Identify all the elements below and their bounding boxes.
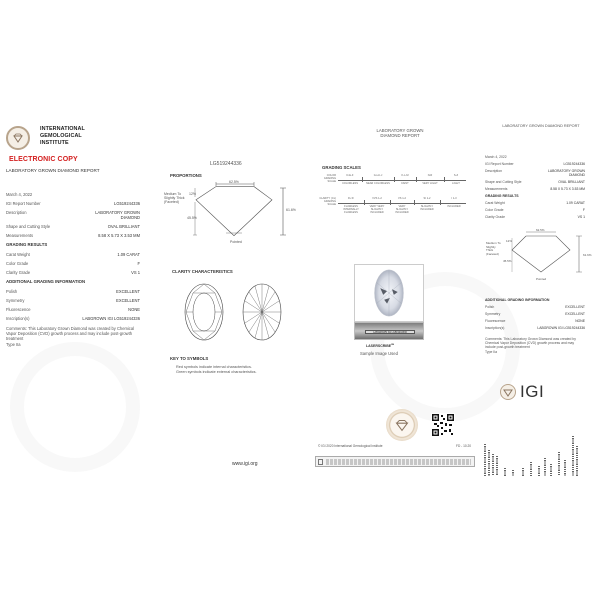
- field-fluorescence: Fluorescence NONE: [6, 307, 140, 312]
- diamond-type: Type IIa: [485, 350, 498, 354]
- organization-name: INTERNATIONAL GEMOLOGICAL INSTITUTE: [40, 126, 85, 146]
- grading-scales-heading: GRADING SCALES: [322, 165, 361, 170]
- field-report-number: IGI Report Number LG519244336: [6, 201, 140, 206]
- color-scale: COLOR GRADING SCALE D-E-F G-H-I-J K-L-M N-R S-Z COLORLESS NEAR COLORLESS FAINT VERY LIGHT LIGHT: [323, 174, 460, 185]
- field-clarity: Clarity Grade VS 1: [485, 215, 585, 219]
- svg-text:Pointed: Pointed: [536, 277, 547, 281]
- igi-header-logo: [6, 126, 85, 150]
- field-shape: Shape and Cutting Style OVAL BRILLIANT: [6, 224, 140, 229]
- rotated-security-text: [482, 412, 597, 476]
- field-symmetry: Symmetry EXCELLENT: [485, 312, 585, 316]
- igi-gold-seal-icon: [386, 409, 418, 441]
- middle-panel: [160, 112, 308, 482]
- field-measurements: Measurements 8.58 X 5.73 X 3.53 MM: [6, 233, 140, 238]
- right-report-title: LABORATORY GROWN DIAMOND REPORT: [502, 124, 580, 128]
- report-number: LG519244336: [210, 161, 242, 167]
- field-polish: Polish EXCELLENT: [485, 305, 585, 309]
- security-icon: [318, 459, 323, 465]
- svg-text:61.6%: 61.6%: [583, 253, 592, 257]
- left-panel: [2, 112, 160, 482]
- report-details: [6, 192, 140, 347]
- sample-image-caption: Sample Image Used: [360, 351, 398, 356]
- report-date: March 4, 2022: [6, 192, 33, 197]
- svg-text:45.5%: 45.5%: [503, 259, 512, 263]
- report-date: March 4, 2022: [485, 155, 507, 159]
- website-link[interactable]: www.igi.org: [232, 461, 258, 467]
- key-to-symbols-heading: KEY TO SYMBOLS: [170, 356, 209, 361]
- girdle-description: Medium To Slightly Thick (Faceted): [486, 241, 501, 256]
- culet-description: Pointed: [230, 240, 242, 244]
- key-to-symbols-text: Red symbols indicate internal characteristics. Green symbols indicate external characteristics.: [176, 365, 257, 374]
- diamond-sample-image: [354, 264, 424, 322]
- report-title: LABORATORY GROWN DIAMOND REPORT: [6, 168, 100, 173]
- field-inscription: Inscription(s) LABGROWN IGI LG519244336: [485, 326, 585, 330]
- security-strip: [315, 456, 475, 467]
- center-title: LABORATORY GROWN DIAMOND REPORT: [376, 128, 424, 138]
- girdle-description: Medium To Slightly Thick (Faceted): [164, 192, 185, 204]
- field-inscription: Inscription(s) LABGROWN IGI LG519244336: [6, 316, 140, 321]
- grading-results-heading: GRADING RESULTS: [6, 242, 48, 247]
- laser-inscription-image: [354, 322, 424, 340]
- comments: Comments: This Laboratory Grown Diamond was created by Chemical Vapor Deposition (CVD) growth process and may include post-growth treatment: [6, 326, 135, 341]
- comments: Comments: This Laboratory Grown Diamond was created by Chemical Vapor Deposition (CVD) growth process and may include post-growth treatment: [485, 337, 576, 349]
- right-additional-info: [485, 298, 585, 354]
- table-percent: 62.5%: [229, 180, 239, 184]
- copyright-notice: © IGI 2020 International Gemological Institute: [318, 444, 383, 448]
- clarity-plot-diagram: [184, 282, 294, 342]
- igi-seal-icon: [6, 126, 30, 150]
- field-color: Color Grade F: [485, 208, 585, 212]
- grading-results-heading: GRADING RESULTS: [485, 194, 519, 198]
- igi-brand-logo: IGI: [500, 382, 544, 402]
- pavilion-percent: 45.5%: [187, 216, 197, 220]
- svg-text:12%: 12%: [506, 239, 513, 243]
- field-carat: Carat Weight 1.09 CARAT: [6, 252, 140, 257]
- laserscribe-label: LASERSCRIBE℠: [366, 344, 395, 349]
- depth-percent: 61.6%: [286, 208, 296, 212]
- field-fluorescence: Fluorescence NONE: [485, 319, 585, 323]
- field-symmetry: Symmetry EXCELLENT: [6, 298, 140, 303]
- right-proportions-diagram: [486, 228, 596, 288]
- center-right-panel: [310, 112, 480, 482]
- field-carat: Carat Weight 1.09 CARAT: [485, 201, 585, 205]
- microprint-text: [326, 459, 471, 465]
- diamond-report-sheet: [0, 112, 600, 482]
- field-clarity: Clarity Grade VS 1: [6, 270, 140, 275]
- right-report-details: [485, 155, 585, 222]
- right-panel: [480, 112, 600, 482]
- clarity-heading: CLARITY CHARACTERISTICS: [172, 269, 233, 274]
- field-measurements: Measurements 8.58 X 5.73 X 3.53 MM: [485, 187, 585, 191]
- igi-seal-icon: [500, 384, 516, 400]
- field-description: Description LABORATORY GROWN DIAMOND: [6, 210, 140, 220]
- field-report-number: IGI Report Number LG519244336: [485, 162, 585, 166]
- field-shape: Shape and Cutting Style OVAL BRILLIANT: [485, 180, 585, 184]
- field-description: Description LABORATORY GROWN DIAMOND: [485, 169, 585, 177]
- laser-inscription-text: LABGROWN IGI LG519244336: [365, 330, 415, 334]
- clarity-scale: CLARITY (CL) GRADING SCALE FL IF VVS 1-2 VS 1-2 SI 1-2 I 1-3 FLAWLESS INTERNALLY FLAWLESS VERY VERY SLIGHTLY INCLUDED VERY SLIGHTLY INCLUDED SLIGHTLY INCLUDED INCLUDED: [319, 197, 461, 214]
- diamond-type: Type IIa: [6, 342, 21, 347]
- field-polish: Polish EXCELLENT: [6, 289, 140, 294]
- additional-heading: ADDITIONAL GRADING INFORMATION: [485, 298, 550, 302]
- qr-code-icon[interactable]: [431, 413, 455, 437]
- svg-text:62.5%: 62.5%: [536, 228, 545, 232]
- form-number: FD - 10.20: [456, 444, 472, 448]
- crown-percent: 12%: [189, 192, 197, 196]
- proportions-heading: PROPORTIONS: [170, 173, 202, 178]
- additional-heading: ADDITIONAL GRADING INFORMATION: [6, 279, 86, 284]
- field-color: Color Grade F: [6, 261, 140, 266]
- electronic-copy-label: ELECTRONIC COPY: [9, 156, 78, 163]
